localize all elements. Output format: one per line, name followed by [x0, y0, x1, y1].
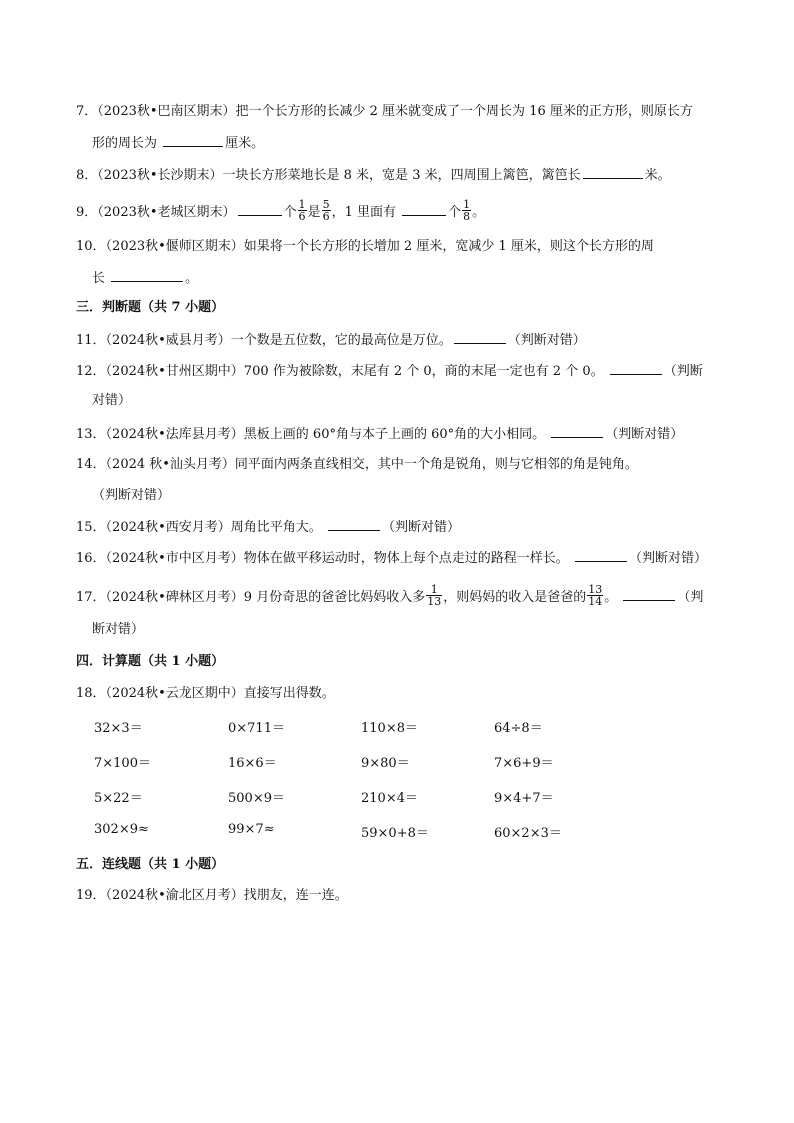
question-16: 16．（2024秋•市中区月考）物体在做平移运动时，物体上每个点走过的路程一样长。 （判断对错）	[76, 548, 707, 568]
calc-item: 210×4＝	[361, 791, 418, 806]
question-7-line-2: 形的周长为 厘米。	[92, 133, 264, 153]
question-7-text: 7．（2023秋•巴南区期末）把一个长方形的长减少 2 厘米就变成了一个周长为 16 厘米的正方形，则原长方	[76, 104, 693, 119]
fraction: $\frac{1}{13}$	[427, 583, 442, 608]
section-5-heading: 五．连线题（共 1 小题）	[76, 857, 225, 872]
calc-item: 500×9＝	[228, 791, 285, 806]
question-14-line-1: 14．（2024 秋•汕头月考）同平面内两条直线相交，其中一个角是锐角，则与它相邻的角是钝角。	[76, 457, 638, 472]
calc-item: 110×8＝	[361, 721, 418, 736]
question-11: 11．（2024秋•威县月考）一个数是五位数，它的最高位是万位。 （判断对错）	[76, 330, 586, 350]
answer-blank[interactable]	[551, 424, 603, 438]
calc-item: 9×4+7＝	[494, 791, 554, 806]
fraction: $\frac{1}{8}$	[463, 198, 471, 223]
calc-item: 7×100＝	[94, 756, 151, 771]
calc-item: 32×3＝	[94, 721, 143, 736]
calc-item: 9×80＝	[361, 756, 410, 771]
calc-item: 7×6+9＝	[494, 756, 554, 771]
calc-item: 59×0+8＝	[361, 826, 429, 841]
question-17-line-1: 17．（2024秋•碑林区月考）9 月份奇思的爸爸比妈妈收入多 $\frac{1}{13}$ ，则妈妈的收入是爸爸的 $\frac{13}{14}$ 。 （判	[76, 583, 704, 608]
question-12-line-1: 12．（2024秋•甘州区期中）700 作为被除数，末尾有 2 个 0，商的末尾一定也有 2 个 0。 （判断	[76, 361, 703, 381]
answer-blank[interactable]	[454, 330, 506, 344]
answer-blank[interactable]	[238, 202, 282, 216]
question-17-line-2: 断对错）	[92, 622, 145, 637]
answer-blank[interactable]	[111, 268, 183, 282]
question-10-line-2: 长 。	[92, 268, 198, 288]
fraction: $\frac{5}{6}$	[322, 198, 330, 223]
question-13: 13．（2024秋•法库县月考）黑板上画的 60°角与本子上画的 60°角的大小相同。 （判断对错）	[76, 424, 683, 444]
calc-item: 16×6＝	[228, 756, 277, 771]
answer-blank[interactable]	[623, 587, 675, 601]
answer-blank[interactable]	[163, 133, 223, 147]
answer-blank[interactable]	[583, 165, 643, 179]
answer-blank[interactable]	[402, 202, 446, 216]
calc-item: 5×22＝	[94, 791, 143, 806]
question-8: 8．（2023秋•长沙期末）一块长方形菜地长是 8 米，宽是 3 米，四周围上篱笆，篱笆长 米。	[76, 165, 671, 185]
question-18: 18．（2024秋•云龙区期中）直接写出得数。	[76, 686, 335, 701]
question-9: 9．（2023秋•老城区期末） 个 $\frac{1}{6}$ 是 $\frac{5}{6}$ ，1 里面有 个 $\frac{1}{8}$ 。	[76, 198, 486, 223]
calc-item: 99×7≈	[228, 822, 275, 837]
calc-item: 302×9≈	[94, 822, 149, 837]
calc-item: 64÷8＝	[494, 721, 543, 736]
section-3-heading: 三．判断题（共 7 小题）	[76, 300, 225, 315]
question-14-line-2: （判断对错）	[92, 488, 171, 503]
question-10-line-1: 10．（2023秋•偃师区期末）如果将一个长方形的长增加 2 厘米，宽减少 1 厘米，则这个长方形的周	[76, 239, 654, 254]
fraction: $\frac{1}{6}$	[298, 198, 306, 223]
answer-blank[interactable]	[328, 517, 380, 531]
answer-blank[interactable]	[575, 548, 627, 562]
question-15: 15．（2024秋•西安月考）周角比平角大。 （判断对错）	[76, 517, 460, 537]
question-7-line-1	[76, 103, 693, 121]
section-4-heading: 四．计算题（共 1 小题）	[76, 654, 225, 669]
answer-blank[interactable]	[610, 361, 662, 375]
fraction: $\frac{13}{14}$	[588, 583, 603, 608]
calc-item: 60×2×3＝	[494, 826, 562, 841]
calc-item: 0×711＝	[228, 721, 285, 736]
question-19: 19．（2024秋•渝北区月考）找朋友，连一连。	[76, 888, 348, 903]
question-12-line-2: 对错）	[92, 393, 132, 408]
